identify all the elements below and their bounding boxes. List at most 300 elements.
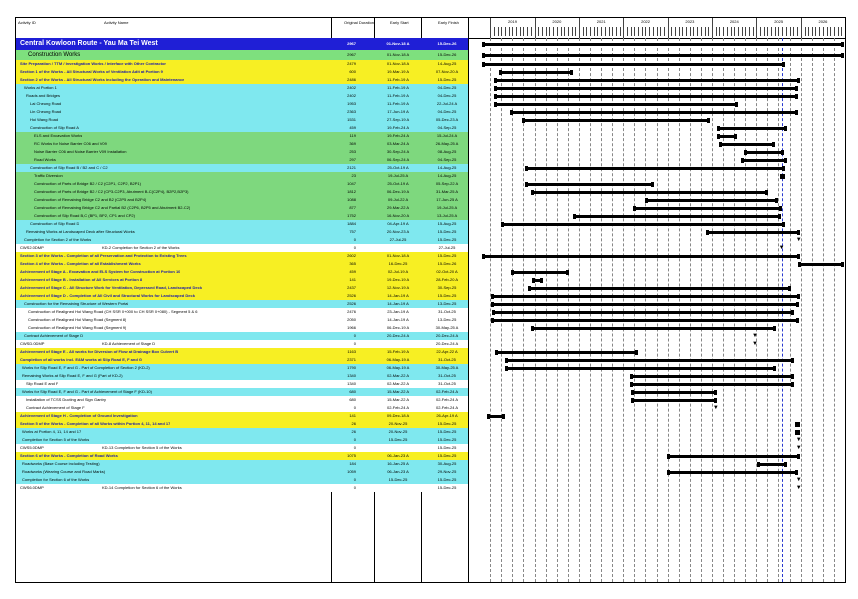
activity-name: Achievement of Stage B - Installation of All Services at Portion 8 bbox=[20, 277, 143, 282]
activity-row[interactable] bbox=[16, 468, 468, 476]
gantt-bar[interactable] bbox=[526, 167, 783, 170]
month-tick bbox=[657, 27, 658, 36]
month-tick bbox=[575, 27, 576, 36]
activity-row[interactable] bbox=[16, 292, 468, 300]
gantt-bar[interactable] bbox=[493, 311, 793, 314]
activity-duration: 757 bbox=[349, 229, 356, 234]
activity-name: Lai Cheung Road bbox=[30, 101, 62, 106]
activity-row[interactable] bbox=[16, 436, 468, 444]
activity-duration: 1884 bbox=[347, 221, 356, 226]
month-tick bbox=[827, 27, 828, 36]
activity-start: 02-Feb-24 A bbox=[386, 405, 409, 410]
activity-finish: 30-May-25 A bbox=[435, 365, 459, 370]
month-tick bbox=[690, 27, 691, 36]
month-tick bbox=[775, 27, 776, 36]
month-tick bbox=[564, 27, 565, 36]
activity-row[interactable] bbox=[16, 100, 468, 108]
activity-name: Section 5 of the Works - Completion of all Works within Portion 4, 11, 14 and 17 bbox=[20, 421, 171, 426]
month-tick bbox=[609, 27, 610, 36]
activity-id: CWS5.0DMP bbox=[20, 445, 44, 450]
gantt-bar[interactable] bbox=[574, 215, 780, 218]
activity-row[interactable] bbox=[16, 276, 468, 284]
activity-name: Hoi Wang Road bbox=[30, 117, 59, 122]
gridline bbox=[834, 38, 835, 582]
milestone-marker[interactable]: ▼ bbox=[795, 445, 802, 451]
activity-name: KD-8 Achievement of Stage D bbox=[102, 341, 156, 346]
activity-row[interactable] bbox=[16, 140, 468, 148]
gantt-bar[interactable] bbox=[529, 287, 790, 290]
gantt-bar[interactable] bbox=[492, 303, 799, 306]
activity-start: 11-Feb-19 A bbox=[387, 85, 409, 90]
activity-finish: 02-Feb-24 A bbox=[435, 397, 458, 402]
activity-row[interactable] bbox=[16, 196, 468, 204]
activity-row[interactable] bbox=[16, 444, 468, 452]
gantt-bar[interactable] bbox=[781, 175, 784, 178]
month-tick bbox=[512, 27, 513, 36]
month-tick bbox=[668, 27, 669, 36]
milestone-marker[interactable]: ▼ bbox=[795, 477, 802, 483]
month-tick bbox=[498, 27, 499, 36]
gantt-bar[interactable] bbox=[495, 95, 797, 98]
activity-name: Construction of Parts of Bridge B2 / C2 (C2P1, C2P2, B2P1) bbox=[34, 181, 141, 186]
activity-duration: 1059 bbox=[347, 469, 356, 474]
activity-duration: 2371 bbox=[347, 357, 356, 362]
milestone-marker[interactable]: ▼ bbox=[795, 437, 802, 443]
gridline bbox=[812, 38, 813, 582]
activity-duration: 141 bbox=[349, 413, 356, 418]
month-tick bbox=[649, 27, 650, 36]
gantt-bar[interactable] bbox=[718, 135, 736, 138]
activity-row[interactable] bbox=[16, 260, 468, 268]
col-activity-id[interactable]: Activity ID bbox=[18, 20, 36, 25]
activity-name: KD-13 Completion for Section 5 of the Works bbox=[102, 445, 182, 450]
activity-start: 01-Nov-18 A bbox=[386, 52, 410, 57]
activity-finish: 15-Dec-25 bbox=[437, 253, 457, 258]
gantt-bar[interactable] bbox=[496, 351, 637, 354]
month-tick bbox=[490, 27, 491, 36]
activity-finish: 05-Dec-23 A bbox=[435, 117, 459, 122]
year-label: 2023 bbox=[685, 19, 695, 24]
activity-name: Completion of all works incl. E&M works at Slip Road E, F and G bbox=[20, 357, 143, 362]
month-tick bbox=[686, 27, 687, 36]
activity-start: 15-Mar-22 A bbox=[386, 389, 409, 394]
gantt-bar[interactable] bbox=[631, 375, 794, 378]
month-tick bbox=[612, 27, 613, 36]
gantt-bar[interactable] bbox=[632, 399, 716, 402]
activity-name: Construction of Slip Road D bbox=[30, 221, 80, 226]
month-tick bbox=[819, 27, 820, 36]
activity-row[interactable] bbox=[16, 50, 468, 60]
gantt-bar[interactable] bbox=[718, 127, 786, 130]
activity-name: Construction Works bbox=[28, 52, 81, 58]
activity-row[interactable] bbox=[16, 164, 468, 172]
activity-name: Completion for Section 2 of the Works bbox=[24, 237, 92, 242]
activity-finish: 14-Aug-25 bbox=[437, 61, 457, 66]
activity-finish: 15-Dec-26 bbox=[437, 261, 457, 266]
activity-name: Installation of TCSS Ducting and Sign Gantry bbox=[26, 397, 106, 402]
activity-start: 14-Jan-19 A bbox=[387, 317, 409, 322]
activity-row[interactable] bbox=[16, 116, 468, 124]
gantt-bar[interactable] bbox=[488, 415, 505, 418]
month-tick bbox=[830, 27, 831, 36]
gantt-bar[interactable] bbox=[707, 231, 799, 234]
gantt-bar[interactable] bbox=[634, 207, 781, 210]
activity-start: 25-Oct-19 A bbox=[387, 181, 409, 186]
activity-name: Completion for Section 6 of the Works bbox=[22, 477, 90, 482]
activity-start: 06-Jan-23 A bbox=[387, 453, 409, 458]
gantt-bar[interactable] bbox=[796, 431, 799, 434]
activity-name: Traffic Diversion bbox=[34, 173, 63, 178]
gantt-bar[interactable] bbox=[758, 463, 785, 466]
month-tick bbox=[671, 27, 672, 36]
activity-row[interactable] bbox=[16, 172, 468, 180]
activity-finish: 15-Dec-25 bbox=[437, 485, 457, 490]
month-tick bbox=[561, 27, 562, 36]
activity-row[interactable] bbox=[16, 460, 468, 468]
activity-row[interactable] bbox=[16, 212, 468, 220]
activity-row[interactable] bbox=[16, 324, 468, 332]
activity-name: Construction of Realigned Hoi Wang Road (Segment 9) bbox=[28, 325, 127, 330]
milestone-marker[interactable]: ▼ bbox=[795, 485, 802, 491]
month-tick bbox=[546, 27, 547, 36]
activity-finish: 15-Dec-25 bbox=[437, 445, 457, 450]
month-tick bbox=[749, 27, 750, 36]
activity-start: 11-Feb-19 A bbox=[387, 77, 409, 82]
activity-finish: 15-Dec-25 bbox=[437, 237, 457, 242]
activity-name: Section 1 of the Works - All Structural Works of Ventilation Adit at Portion 9 bbox=[20, 69, 163, 74]
activity-row[interactable] bbox=[16, 60, 468, 68]
column-header bbox=[16, 18, 845, 39]
activity-row[interactable] bbox=[16, 428, 468, 436]
activity-duration: 1088 bbox=[347, 197, 356, 202]
gantt-bar[interactable] bbox=[492, 295, 799, 298]
activity-row[interactable] bbox=[16, 156, 468, 164]
month-tick bbox=[797, 27, 798, 36]
activity-row[interactable] bbox=[16, 180, 468, 188]
activity-name: Road Works bbox=[34, 157, 56, 162]
activity-row[interactable] bbox=[16, 228, 468, 236]
activity-duration: 2121 bbox=[347, 165, 356, 170]
activity-row[interactable] bbox=[16, 76, 468, 84]
activity-row[interactable] bbox=[16, 316, 468, 324]
activity-start: 20-Nov-23 A bbox=[386, 229, 410, 234]
activity-duration: 0 bbox=[353, 477, 356, 482]
month-tick bbox=[531, 27, 532, 36]
activity-name: Site Preparation / TTM / Investigation Works / Interface with Other Contractor bbox=[20, 61, 166, 66]
activity-name: Section 2 of the Works - All Structural Works including the Operation and Maintenance bbox=[20, 77, 185, 82]
activity-duration: 297 bbox=[349, 157, 356, 162]
activity-finish: 31-Oct-25 bbox=[438, 357, 456, 362]
gantt-bar[interactable] bbox=[483, 63, 784, 66]
month-tick bbox=[808, 27, 809, 36]
gantt-bar[interactable] bbox=[495, 103, 736, 106]
gantt-bar[interactable] bbox=[720, 143, 775, 146]
month-tick bbox=[586, 27, 587, 36]
activity-name: Construction of Remaining Bridge C2 and B2 (C2P5 and B2P4) bbox=[34, 197, 147, 202]
month-tick bbox=[538, 27, 539, 36]
activity-row[interactable] bbox=[16, 132, 468, 140]
activity-row[interactable] bbox=[16, 84, 468, 92]
month-tick bbox=[642, 27, 643, 36]
month-tick bbox=[823, 27, 824, 36]
activity-name: Contract Achievement of Stage F bbox=[26, 405, 85, 410]
activity-finish: 26-Apr-19 A bbox=[436, 413, 458, 418]
activity-row[interactable] bbox=[16, 38, 468, 50]
gantt-bar[interactable] bbox=[668, 471, 796, 474]
activity-name: Works for Slip Road E, F and G - Part of Completion of Section 2 (KD-2) bbox=[22, 365, 150, 370]
month-tick bbox=[568, 27, 569, 36]
activity-duration: 1752 bbox=[347, 213, 356, 218]
activity-finish: 15-Dec-26 bbox=[437, 52, 457, 57]
month-tick bbox=[723, 27, 724, 36]
activity-row[interactable] bbox=[16, 404, 468, 412]
month-tick bbox=[579, 27, 580, 36]
activity-finish: 04-Dec-25 bbox=[437, 109, 457, 114]
activity-row[interactable] bbox=[16, 388, 468, 396]
gantt-bar[interactable] bbox=[799, 263, 843, 266]
gantt-bar[interactable] bbox=[668, 455, 798, 458]
activity-duration: 1340 bbox=[347, 373, 356, 378]
activity-row[interactable] bbox=[16, 332, 468, 340]
month-tick bbox=[705, 27, 706, 36]
gantt-bar[interactable] bbox=[500, 71, 573, 74]
activity-row[interactable] bbox=[16, 108, 468, 116]
activity-id: CWS6.0DMP bbox=[20, 485, 44, 490]
milestone-marker[interactable]: ▼ bbox=[795, 237, 802, 243]
activity-duration: 1531 bbox=[347, 117, 356, 122]
activity-name: Remaining Works at Landscaped Deck after Structural Works bbox=[26, 229, 135, 234]
activity-start: 15-Dec-25 bbox=[388, 437, 408, 442]
month-tick bbox=[494, 27, 495, 36]
month-tick bbox=[627, 27, 628, 36]
activity-row[interactable] bbox=[16, 484, 468, 492]
gantt-bar[interactable] bbox=[523, 119, 709, 122]
activity-start: 02-Jul-19 A bbox=[387, 269, 409, 274]
activity-duration: 184 bbox=[349, 461, 356, 466]
gantt-sheet bbox=[15, 17, 846, 583]
activity-row[interactable] bbox=[16, 340, 468, 348]
milestone-marker[interactable]: ▼ bbox=[752, 341, 758, 347]
activity-row[interactable] bbox=[16, 420, 468, 428]
activity-duration: 0 bbox=[353, 333, 356, 338]
activity-duration: 459 bbox=[349, 125, 356, 130]
gantt-bar[interactable] bbox=[532, 191, 768, 194]
month-tick bbox=[527, 27, 528, 36]
month-tick bbox=[501, 27, 502, 36]
gantt-bar[interactable] bbox=[533, 279, 542, 282]
month-tick bbox=[782, 27, 783, 36]
gantt-bar[interactable] bbox=[506, 367, 775, 370]
activity-row[interactable] bbox=[16, 284, 468, 292]
activity-finish: 22-Jul-24 A bbox=[436, 101, 458, 106]
activity-start: 02-Mar-22 A bbox=[386, 373, 409, 378]
month-tick bbox=[712, 27, 713, 36]
activity-row[interactable] bbox=[16, 380, 468, 388]
gantt-bar[interactable] bbox=[495, 79, 798, 82]
month-tick bbox=[716, 27, 717, 36]
activity-finish: 13-Jul-25 A bbox=[436, 213, 458, 218]
activity-name: Contract Achievement of Stage D bbox=[24, 333, 84, 338]
gantt-bar[interactable] bbox=[526, 183, 653, 186]
col-early-start[interactable]: Early Start bbox=[390, 20, 409, 25]
activity-finish: 31-Oct-25 bbox=[438, 309, 456, 314]
activity-row[interactable] bbox=[16, 220, 468, 228]
month-tick bbox=[620, 27, 621, 36]
activity-name: Works at Portion 4, 11, 14 and 17 bbox=[22, 429, 82, 434]
gantt-bar[interactable] bbox=[483, 43, 843, 46]
gridline bbox=[801, 38, 802, 582]
activity-finish: 17-Jun-25 A bbox=[436, 197, 458, 202]
month-tick bbox=[815, 27, 816, 36]
activity-start: 09-Jul-22 A bbox=[387, 197, 409, 202]
activity-finish: 04-Sep-25 bbox=[437, 125, 457, 130]
col-duration[interactable]: Original Duration bbox=[344, 20, 375, 25]
activity-name: Construction for the Remaining Structure of Western Portal bbox=[24, 301, 129, 306]
gantt-bar[interactable] bbox=[483, 54, 843, 57]
activity-finish: 14-Aug-25 bbox=[437, 173, 457, 178]
activity-name: Achievement of Stage E - All works for Diversion of Flow at Drainage Box Culvert B bbox=[20, 349, 179, 354]
month-tick bbox=[509, 27, 510, 36]
activity-start: 27-Sep-19 A bbox=[386, 117, 410, 122]
month-tick bbox=[771, 27, 772, 36]
gantt-bar[interactable] bbox=[742, 159, 786, 162]
activity-start: 01-Nov-18 A bbox=[386, 253, 410, 258]
activity-duration: 1163 bbox=[347, 349, 356, 354]
month-tick bbox=[505, 27, 506, 36]
gantt-bar[interactable] bbox=[502, 223, 784, 226]
year-label: 2025 bbox=[774, 19, 784, 24]
activity-name: Completion for Section 5 of the Works bbox=[22, 437, 90, 442]
activity-finish: 15-Dec-25 bbox=[437, 421, 457, 426]
col-early-finish[interactable]: Early Finish bbox=[438, 20, 459, 25]
month-tick bbox=[583, 27, 584, 36]
month-tick bbox=[756, 27, 757, 36]
activity-row[interactable] bbox=[16, 356, 468, 364]
gantt-bar[interactable] bbox=[511, 111, 798, 114]
month-tick bbox=[701, 27, 702, 36]
gantt-bar[interactable] bbox=[512, 271, 568, 274]
gantt-bar[interactable] bbox=[632, 391, 716, 394]
activity-row[interactable] bbox=[16, 188, 468, 196]
activity-start: 14-Jan-19 A bbox=[387, 293, 409, 298]
milestone-marker[interactable]: ▼ bbox=[752, 333, 758, 339]
activity-duration: 2526 bbox=[347, 301, 356, 306]
gantt-bar[interactable] bbox=[646, 199, 776, 202]
month-tick bbox=[597, 27, 598, 36]
activity-row[interactable] bbox=[16, 252, 468, 260]
gantt-bar[interactable] bbox=[495, 87, 797, 90]
activity-row[interactable] bbox=[16, 124, 468, 132]
activity-row[interactable] bbox=[16, 148, 468, 156]
activity-finish: 30-Aug-25 bbox=[437, 461, 457, 466]
month-tick bbox=[623, 27, 624, 36]
activity-start: 02-Mar-22 A bbox=[386, 381, 409, 386]
activity-duration: 2479 bbox=[347, 61, 356, 66]
activity-start: 15-Feb-19 A bbox=[386, 349, 409, 354]
month-tick bbox=[549, 27, 550, 36]
activity-name: Section 4 of the Works - Completion of all Establishment Works bbox=[20, 261, 141, 266]
milestone-marker[interactable]: ▼ bbox=[778, 245, 785, 251]
activity-finish: 15-Dec-25 bbox=[437, 229, 457, 234]
activity-duration: 680 bbox=[349, 397, 356, 402]
activity-row[interactable] bbox=[16, 372, 468, 380]
activity-row[interactable] bbox=[16, 476, 468, 484]
activity-row[interactable] bbox=[16, 412, 468, 420]
activity-start: 01-Nov-18 A bbox=[386, 61, 410, 66]
activity-name: ELS and Excavation Works bbox=[34, 133, 83, 138]
activity-name: RC Works for Noise Barrier C06 and V09 bbox=[34, 141, 107, 146]
activity-duration: 2602 bbox=[347, 253, 356, 258]
activity-row[interactable] bbox=[16, 92, 468, 100]
activity-start: 20-Nov-25 bbox=[388, 429, 408, 434]
gantt-bar[interactable] bbox=[745, 151, 783, 154]
activity-finish: 29-Nov-25 bbox=[437, 469, 457, 474]
activity-start: 01-Nov-18 A bbox=[386, 41, 410, 46]
activity-start: 09-Dec-18 A bbox=[386, 413, 410, 418]
activity-start: 30-Sep-24 A bbox=[386, 149, 410, 154]
activity-row[interactable] bbox=[16, 244, 468, 252]
activity-start: 19-Feb-24 A bbox=[386, 133, 409, 138]
activity-finish: 02-Feb-24 A bbox=[435, 389, 458, 394]
month-tick bbox=[638, 27, 639, 36]
activity-row[interactable] bbox=[16, 396, 468, 404]
gantt-bar[interactable] bbox=[532, 327, 775, 330]
activity-finish: 08-Aug-25 bbox=[437, 149, 457, 154]
gantt-chart-area bbox=[468, 38, 845, 582]
activity-name: Achievement of Stage D - Completion of All Civil and Structural Works for Landscaped Deck bbox=[20, 293, 195, 298]
col-activity-name[interactable]: Activity Name bbox=[104, 20, 129, 25]
gantt-bar[interactable] bbox=[796, 423, 799, 426]
activity-row[interactable] bbox=[16, 300, 468, 308]
month-tick bbox=[760, 27, 761, 36]
activity-finish: 28-Feb-20 A bbox=[435, 277, 458, 282]
activity-start: 19-Dec-19 A bbox=[386, 277, 410, 282]
activity-start: 16-Jan-25 A bbox=[387, 461, 409, 466]
month-tick bbox=[645, 27, 646, 36]
activity-row[interactable] bbox=[16, 348, 468, 356]
activity-duration: 26 bbox=[351, 429, 356, 434]
month-tick bbox=[590, 27, 591, 36]
activity-finish: 30-Sep-25 bbox=[437, 285, 457, 290]
activity-start: 12-Nov-19 A bbox=[386, 285, 410, 290]
activity-finish: 15-Aug-25 bbox=[437, 221, 457, 226]
month-tick bbox=[805, 27, 806, 36]
activity-row[interactable] bbox=[16, 68, 468, 76]
activity-duration: 1075 bbox=[347, 453, 356, 458]
activity-duration: 2437 bbox=[347, 285, 356, 290]
gantt-bar[interactable] bbox=[631, 383, 794, 386]
activity-row[interactable] bbox=[16, 268, 468, 276]
gantt-bar[interactable] bbox=[492, 319, 799, 322]
month-tick bbox=[742, 27, 743, 36]
activity-finish: 15-Dec-25 bbox=[437, 77, 457, 82]
month-tick bbox=[745, 27, 746, 36]
activity-row[interactable] bbox=[16, 204, 468, 212]
activity-start: 06-Dec-19 A bbox=[386, 325, 410, 330]
activity-row[interactable] bbox=[16, 364, 468, 372]
activity-finish: 30-May-25 A bbox=[435, 325, 459, 330]
activity-name: Central Kowloon Route - Yau Ma Tei West bbox=[20, 40, 158, 47]
activity-duration: 600 bbox=[349, 69, 356, 74]
milestone-marker[interactable]: ▼ bbox=[712, 405, 719, 411]
gantt-bar[interactable] bbox=[506, 359, 794, 362]
activity-row[interactable] bbox=[16, 308, 468, 316]
activity-duration: 680 bbox=[349, 389, 356, 394]
activity-row[interactable] bbox=[16, 236, 468, 244]
gantt-bar[interactable] bbox=[483, 255, 799, 258]
activity-row[interactable] bbox=[16, 452, 468, 460]
year-label: 2026 bbox=[818, 19, 828, 24]
